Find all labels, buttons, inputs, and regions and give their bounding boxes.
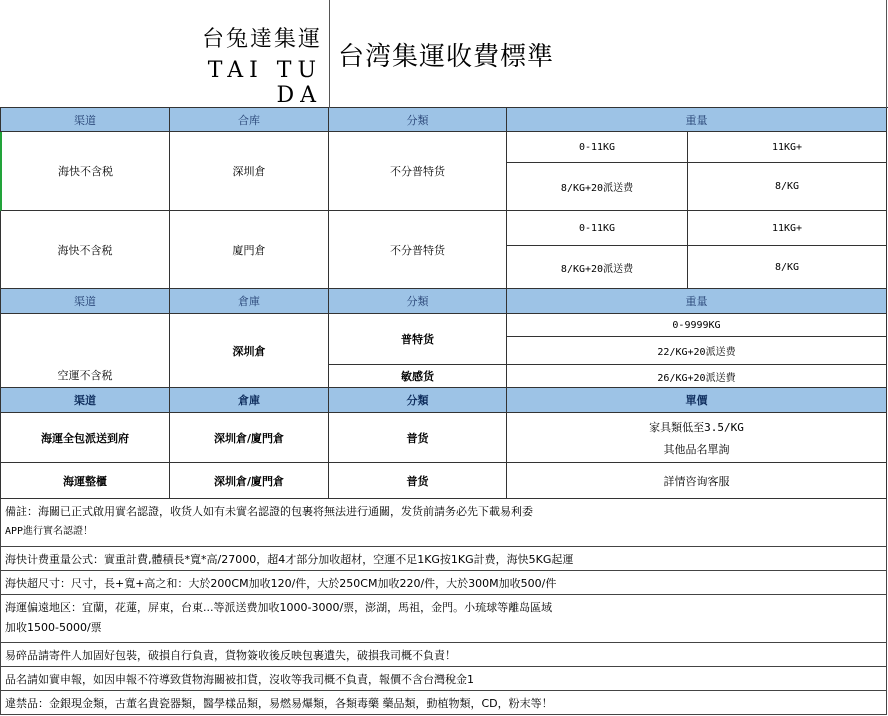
s1-row1-price2: 8/KG bbox=[688, 163, 887, 211]
s1-row2-price1: 8/KG+20派送费 bbox=[507, 246, 688, 289]
note-remote-area bbox=[0, 595, 887, 643]
note-realname-line2: APP進行實名認證！ bbox=[5, 526, 94, 537]
s2-weight-range: 0-9999KG bbox=[507, 314, 887, 337]
s2-category2: 敏感货 bbox=[329, 365, 507, 388]
note-realname bbox=[0, 499, 887, 547]
s1-row1-weight2: 11KG+ bbox=[688, 132, 887, 163]
s3-row2-warehouse: 深圳倉/廈門倉 bbox=[170, 463, 329, 499]
s1-row2-weight1: 0-11KG bbox=[507, 211, 688, 246]
note-declaration: 品名請如實申報，如因申報不符導致貨物海關被扣貨，沒收等我司概不負責，報價不含台灣稅金1 bbox=[0, 667, 887, 691]
s1-header-warehouse: 合库 bbox=[170, 108, 329, 132]
s3-header-warehouse: 倉庫 bbox=[170, 388, 329, 413]
s3-row2-channel: 海運整櫃 bbox=[0, 463, 170, 499]
s2-price1: 22/KG+20派送费 bbox=[507, 337, 887, 365]
note-weight-formula: 海快计费重量公式：實重計費,體積長*寬*高/27000，超4才部分加收超材，空運不足1KG按1KG計费，海快5KG起運 bbox=[0, 547, 887, 571]
note-fragile: 易碎品請寄件人加固好包裝，破損自行負責，貨物簽收後反映包裹遺失，破損我司概不負責！ bbox=[0, 643, 887, 667]
s2-channel-text: 空運不含税 bbox=[57, 369, 113, 382]
s3-row1-warehouse: 深圳倉/廈門倉 bbox=[170, 413, 329, 463]
s2-header-category: 分類 bbox=[329, 289, 507, 314]
s1-row2-category: 不分普特货 bbox=[329, 211, 507, 289]
s1-row1-weight1: 0-11KG bbox=[507, 132, 688, 163]
s2-header-channel: 渠道 bbox=[0, 289, 170, 314]
s1-header-channel: 渠道 bbox=[0, 108, 170, 132]
s2-price2: 26/KG+20派送費 bbox=[507, 365, 887, 388]
title-divider bbox=[329, 0, 330, 108]
s1-row1-warehouse: 深圳倉 bbox=[170, 132, 329, 211]
s2-header-weight: 重量 bbox=[507, 289, 887, 314]
s3-header-category: 分類 bbox=[329, 388, 507, 413]
note-remote-line1: 海運偏遠地区：宜蘭，花蓮，屏東，台東...等派送费加收1000-3000/票，澎湖，馬祖，金門。小琉球等離岛區域 bbox=[5, 601, 553, 614]
s3-row1-price bbox=[507, 413, 887, 463]
title-right-border bbox=[886, 0, 887, 108]
s3-row2-price: 詳情咨询客服 bbox=[507, 463, 887, 499]
s1-header-category: 分類 bbox=[329, 108, 507, 132]
note-prohibited: 違禁品：金銀現金類，古董名貴瓷器類，醫學樣品類，易燃易爆類，各類毒藥 藥品類，動植物類，CD，粉末等！ bbox=[0, 691, 887, 715]
s1-row2-weight2: 11KG+ bbox=[688, 211, 887, 246]
s2-channel bbox=[0, 314, 170, 388]
s3-header-price: 單價 bbox=[507, 388, 887, 413]
s1-row2-price2: 8/KG bbox=[688, 246, 887, 289]
brand-name-cn: 台兔達集運 bbox=[201, 27, 322, 52]
s3-row1-channel: 海運全包派送到府 bbox=[0, 413, 170, 463]
s1-row1-price1: 8/KG+20派送费 bbox=[507, 163, 688, 211]
note-realname-line1: 備註：海關已正式啟用實名認證，收货人如有未實名認證的包裹将無法进行通關，发货前請务必先下載易利委 bbox=[5, 505, 533, 518]
s3-row1-price-line1: 家具類低至3.5/KG bbox=[649, 420, 744, 434]
s2-warehouse: 深圳倉 bbox=[170, 314, 329, 388]
s3-row1-price-line2: 其他品名單詢 bbox=[663, 442, 730, 456]
s1-row1-category: 不分普特货 bbox=[329, 132, 507, 211]
s1-header-weight: 重量 bbox=[507, 108, 887, 132]
page-title: 台湾集運收費標準 bbox=[338, 42, 555, 72]
note-remote-line2: 加收1500-5000/票 bbox=[5, 621, 102, 634]
s2-header-warehouse: 倉庫 bbox=[170, 289, 329, 314]
s1-row2-channel: 海快不含税 bbox=[0, 211, 170, 289]
brand-name-en: TAI TU DA bbox=[207, 58, 322, 108]
note-oversize: 海快超尺寸：尺寸，長+寬+高之和：大於200CM加收120/件，大於250CM加收220/件，大於300M加收500/件 bbox=[0, 571, 887, 595]
s1-row1-channel: 海快不含税 bbox=[0, 132, 170, 211]
s3-row2-category: 普货 bbox=[329, 463, 507, 499]
s3-row1-category: 普货 bbox=[329, 413, 507, 463]
s2-category1: 普特货 bbox=[329, 314, 507, 365]
s3-header-channel: 渠道 bbox=[0, 388, 170, 413]
s1-row2-warehouse: 廈門倉 bbox=[170, 211, 329, 289]
